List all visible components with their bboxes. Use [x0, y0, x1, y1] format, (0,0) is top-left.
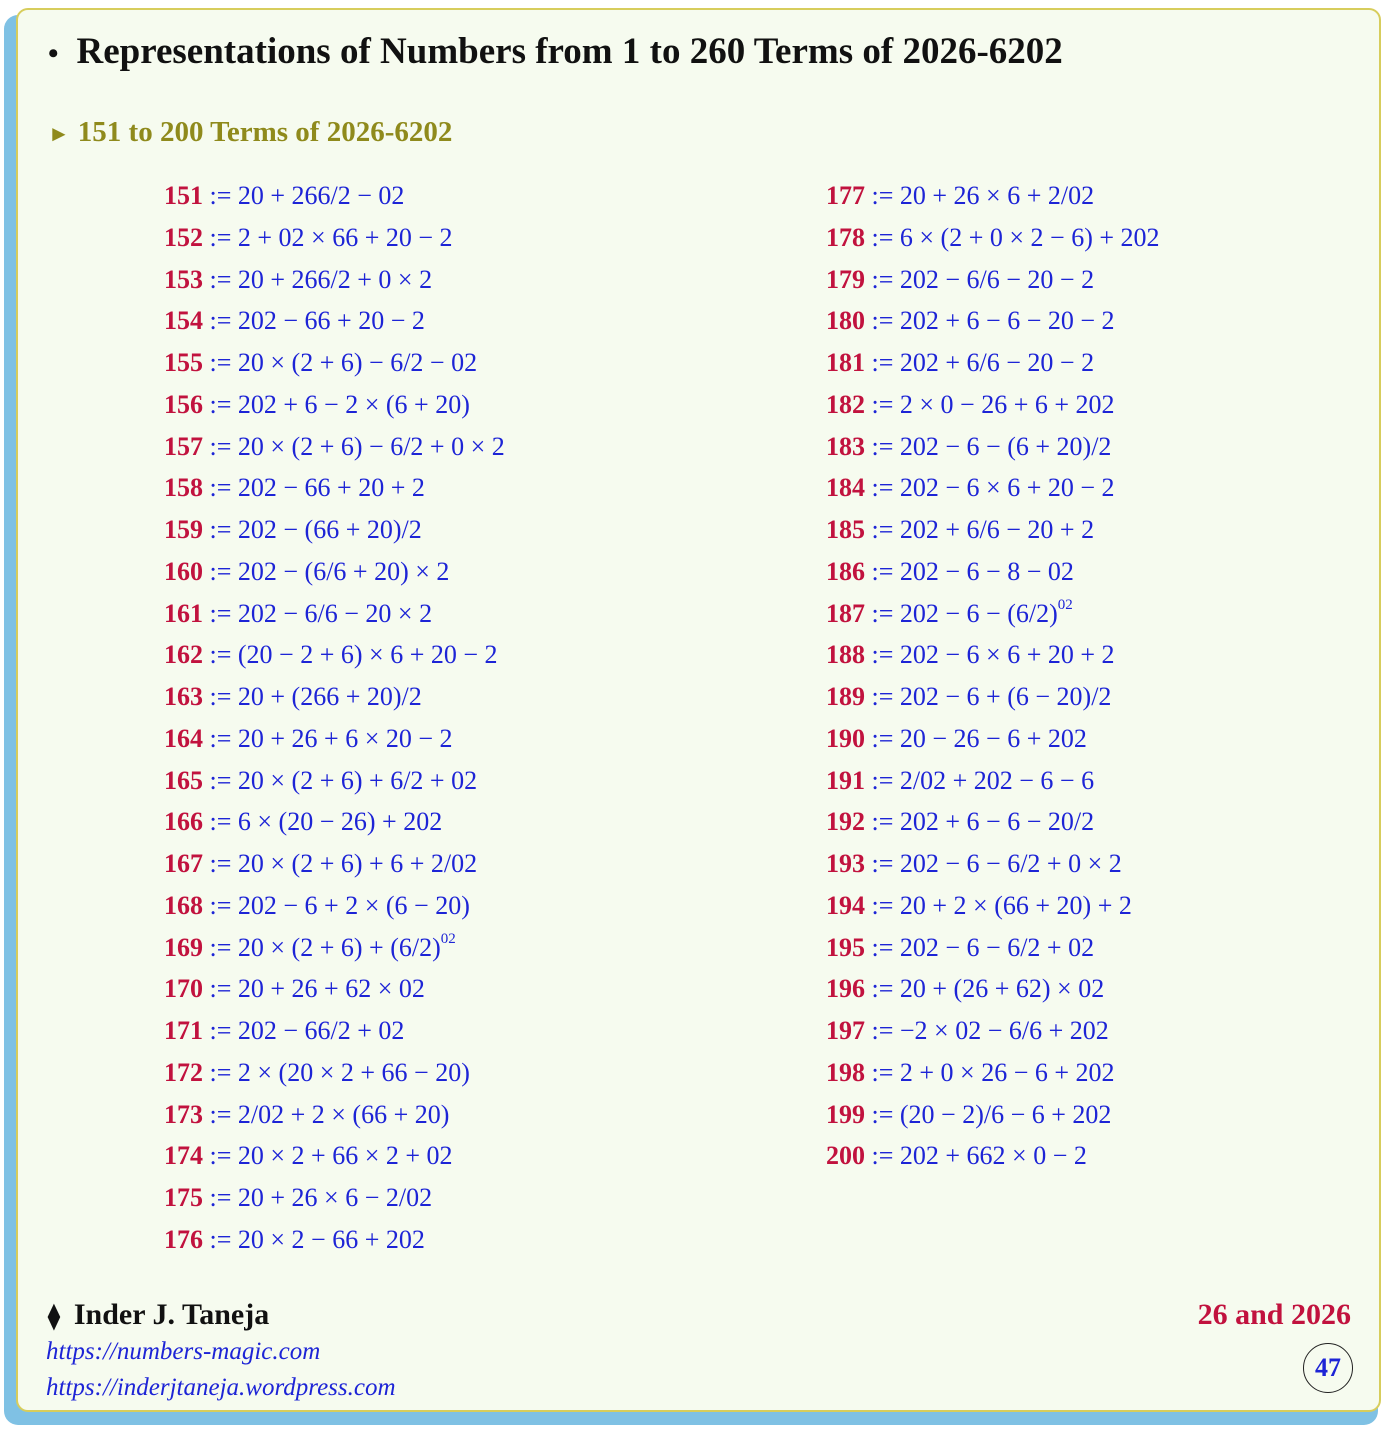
term-expression-text: := 20 + 26 + 62 × 02 [209, 974, 425, 1004]
term-number: 164 [164, 723, 203, 753]
term-expression [872, 974, 1105, 1003]
term-row [164, 927, 505, 969]
left-column [164, 175, 505, 1261]
triangle-marker-icon: ► [48, 121, 70, 146]
diamond-marker-icon: ⧫ [48, 1304, 60, 1330]
term-expression-text: := 20 × (2 + 6) + (6/2) [209, 932, 441, 962]
term-row [826, 634, 1160, 676]
term-number: 173 [164, 1099, 203, 1129]
term-expression [871, 596, 1073, 628]
term-expression-text: := −2 × 02 − 6/6 + 202 [871, 1016, 1109, 1045]
term-expression-text: := 202 − 6 − 8 − 02 [871, 556, 1074, 586]
term-row [826, 551, 1160, 593]
right-column [826, 175, 1160, 1177]
term-expression [210, 1141, 453, 1170]
term-expression-text: := 20 + 26 × 6 − 2/02 [209, 1183, 433, 1212]
term-number: 184 [826, 473, 865, 503]
term-row [826, 300, 1160, 342]
term-row [826, 1010, 1160, 1052]
term-expression-text: := 20 × 2 + 66 × 2 + 02 [209, 1141, 453, 1171]
term-expression-text: := 202 − 6 × 6 + 20 − 2 [871, 473, 1115, 503]
term-number: 182 [826, 389, 865, 419]
section-heading-text: 151 to 200 Terms of 2026-6202 [77, 116, 453, 148]
term-expression-text: := 202 + 6/6 − 20 − 2 [871, 348, 1095, 377]
term-expression-text: := 202 − 6 − (6 + 20)/2 [871, 431, 1112, 461]
term-expression [210, 557, 450, 586]
term-number: 191 [826, 765, 865, 795]
document-tagline: 26 and 2026 [1197, 1298, 1351, 1331]
term-number: 174 [164, 1141, 203, 1171]
term-expression [872, 473, 1115, 502]
term-expression [210, 223, 453, 252]
term-row [164, 1052, 505, 1094]
term-row [164, 885, 505, 927]
term-expression-text: := 202 − 6 × 6 + 20 + 2 [871, 640, 1115, 670]
term-expression-text: := 20 − 26 − 6 + 202 [871, 723, 1087, 753]
term-row [826, 1094, 1160, 1136]
content-panel [16, 8, 1381, 1412]
term-number: 171 [164, 1016, 203, 1045]
section-heading [48, 116, 452, 149]
term-expression-text: := 202 − (66 + 20)/2 [209, 515, 422, 544]
term-number: 188 [826, 640, 865, 670]
term-row [164, 634, 505, 676]
term-row [826, 968, 1160, 1010]
term-number: 178 [826, 222, 865, 252]
term-number: 196 [826, 974, 865, 1004]
term-expression [210, 265, 433, 294]
term-expression [872, 1016, 1109, 1045]
term-number: 187 [826, 598, 865, 628]
term-expression-text: := 20 × (2 + 6) − 6/2 − 02 [209, 348, 478, 377]
term-number: 199 [826, 1099, 865, 1129]
term-number: 176 [164, 1224, 203, 1254]
term-expression-text: := 20 + 2 × (66 + 20) + 2 [871, 890, 1132, 920]
term-row [826, 801, 1160, 843]
term-number: 175 [164, 1183, 203, 1212]
term-number: 200 [826, 1141, 865, 1171]
term-row [164, 1177, 505, 1219]
term-number: 161 [164, 598, 203, 628]
term-exponent: 02 [1057, 596, 1073, 613]
term-number: 189 [826, 682, 865, 711]
term-expression-text: := 202 − 6 + (6 − 20)/2 [871, 682, 1112, 711]
term-expression-text: := 202 + 6 − 6 − 20 − 2 [871, 306, 1115, 336]
term-expression-text: := 20 + 26 × 6 + 2/02 [871, 181, 1095, 210]
term-expression [872, 306, 1115, 335]
term-expression-text: := (20 − 2 + 6) × 6 + 20 − 2 [209, 640, 498, 670]
term-row [164, 1135, 505, 1177]
term-expression-text: := 202 − 6/6 − 20 × 2 [209, 598, 433, 628]
term-row [826, 217, 1160, 259]
term-number: 167 [164, 849, 203, 878]
term-row [164, 551, 505, 593]
term-row [164, 676, 505, 718]
term-expression-text: := 202 + 6 − 2 × (6 + 20) [209, 389, 470, 419]
term-expression-text: := 202 + 6/6 − 20 + 2 [871, 515, 1095, 544]
term-number: 186 [826, 556, 865, 586]
term-expression [872, 891, 1132, 920]
term-row [164, 384, 505, 426]
term-expression [872, 724, 1087, 753]
term-number: 151 [164, 181, 203, 210]
term-number: 198 [826, 1057, 865, 1087]
term-expression [872, 223, 1160, 252]
term-row [164, 593, 505, 635]
term-number: 158 [164, 473, 203, 503]
term-expression [210, 849, 478, 878]
term-expression-text: := 202 − 6 + 2 × (6 − 20) [209, 890, 470, 920]
term-number: 152 [164, 222, 203, 252]
term-row [164, 1010, 505, 1052]
term-expression [872, 807, 1095, 836]
term-expression-text: := 202 − 6 − (6/2) [871, 598, 1058, 628]
term-number: 194 [826, 890, 865, 920]
term-expression [872, 181, 1095, 210]
term-row [164, 843, 505, 885]
term-expression [872, 265, 1095, 294]
term-row [826, 384, 1160, 426]
term-row [164, 217, 505, 259]
term-expression [872, 933, 1095, 962]
term-expression-text: := 20 + 266/2 + 0 × 2 [209, 264, 433, 294]
website-link[interactable]: https://numbers-magic.com [46, 1338, 321, 1365]
term-row [164, 1219, 505, 1261]
page-title [48, 30, 1063, 73]
term-expression [872, 1058, 1115, 1087]
term-expression-text: := 202 + 6 − 6 − 20/2 [871, 807, 1095, 837]
term-expression [872, 390, 1115, 419]
term-number: 153 [164, 264, 203, 294]
term-number: 185 [826, 515, 865, 544]
term-number: 172 [164, 1057, 203, 1087]
term-expression-text: := 202 − 6/6 − 20 − 2 [871, 264, 1095, 294]
term-number: 155 [164, 348, 203, 377]
term-expression [872, 348, 1095, 377]
term-expression-text: := 202 − 6 − 6/2 + 0 × 2 [871, 849, 1122, 878]
term-expression-text: := 20 × 2 − 66 + 202 [209, 1224, 425, 1254]
term-row [164, 259, 505, 301]
term-number: 157 [164, 431, 203, 461]
term-expression-text: := (20 − 2)/6 − 6 + 202 [871, 1099, 1112, 1129]
term-row [826, 1135, 1160, 1177]
term-number: 181 [826, 348, 865, 377]
term-expression [210, 1016, 405, 1045]
term-expression [872, 1141, 1087, 1170]
term-expression [872, 640, 1115, 669]
term-expression [210, 807, 443, 836]
term-row [826, 843, 1160, 885]
term-row [164, 801, 505, 843]
term-number: 165 [164, 765, 203, 795]
page-title-text: Representations of Numbers from 1 to 260 Terms of 2026-6202 [76, 31, 1063, 72]
title-bullet: • [48, 37, 59, 70]
term-expression [210, 473, 425, 502]
term-expression [210, 515, 422, 544]
term-expression-text: := 202 + 662 × 0 − 2 [871, 1141, 1087, 1171]
term-expression-text: := 20 + 26 + 6 × 20 − 2 [209, 723, 453, 753]
term-row [826, 885, 1160, 927]
term-expression [210, 724, 453, 753]
term-row [826, 593, 1160, 635]
term-number: 177 [826, 181, 865, 210]
term-number: 154 [164, 306, 203, 336]
term-expression-text: := 2 × 0 − 26 + 6 + 202 [871, 389, 1115, 419]
term-expression [210, 390, 470, 419]
term-expression-text: := 2 + 02 × 66 + 20 − 2 [209, 222, 453, 252]
term-expression [210, 1100, 450, 1129]
page-number-badge: 47 [1303, 1343, 1353, 1393]
term-number: 156 [164, 389, 203, 419]
term-row [164, 760, 505, 802]
author-line [48, 1298, 269, 1332]
term-expression [210, 181, 405, 210]
term-row [826, 175, 1160, 217]
term-expression-text: := 202 − 66/2 + 02 [209, 1016, 405, 1045]
term-expression [209, 930, 456, 962]
term-expression-text: := 20 + (26 + 62) × 02 [871, 974, 1105, 1004]
term-expression-text: := 20 × (2 + 6) + 6 + 2/02 [209, 849, 478, 878]
term-number: 195 [826, 932, 865, 962]
term-row [826, 760, 1160, 802]
term-expression [210, 1183, 433, 1212]
term-expression-text: := 202 − (6/6 + 20) × 2 [209, 556, 450, 586]
term-expression-text: := 202 − 6 − 6/2 + 02 [871, 932, 1095, 962]
term-row [826, 1052, 1160, 1094]
term-expression [872, 432, 1112, 461]
term-expression [210, 766, 478, 795]
term-expression [872, 766, 1095, 795]
term-number: 162 [164, 640, 203, 670]
term-row [826, 927, 1160, 969]
term-expression-text: := 20 × (2 + 6) + 6/2 + 02 [209, 765, 478, 795]
term-expression-text: := 2/02 + 2 × (66 + 20) [209, 1099, 450, 1129]
term-expression [210, 1225, 425, 1254]
term-expression [210, 891, 470, 920]
term-number: 193 [826, 849, 865, 878]
term-number: 170 [164, 974, 203, 1004]
term-row [826, 426, 1160, 468]
term-number: 180 [826, 306, 865, 336]
term-expression-text: := 202 − 66 + 20 + 2 [209, 473, 425, 503]
term-row [164, 718, 505, 760]
term-number: 192 [826, 807, 865, 837]
term-expression-text: := 20 × (2 + 6) − 6/2 + 0 × 2 [209, 431, 505, 461]
term-expression [872, 515, 1095, 544]
author-name: Inder J. Taneja [73, 1298, 270, 1331]
term-row [826, 718, 1160, 760]
term-expression-text: := 2/02 + 202 − 6 − 6 [871, 765, 1095, 795]
term-expression [210, 306, 425, 335]
term-expression-text: := 2 × (20 × 2 + 66 − 20) [209, 1057, 470, 1087]
term-expression [210, 1058, 470, 1087]
term-expression-text: := 20 + 266/2 − 02 [209, 181, 405, 210]
term-row [164, 300, 505, 342]
term-expression [872, 557, 1074, 586]
term-row [164, 467, 505, 509]
term-number: 197 [826, 1016, 865, 1045]
term-row [164, 1094, 505, 1136]
term-row [826, 509, 1160, 551]
term-number: 183 [826, 431, 865, 461]
term-number: 190 [826, 723, 865, 753]
term-row [164, 175, 505, 217]
term-expression [210, 640, 498, 669]
term-row [164, 342, 505, 384]
term-expression [872, 1100, 1112, 1129]
term-expression [872, 849, 1122, 878]
term-row [164, 968, 505, 1010]
term-expression-text: := 202 − 66 + 20 − 2 [209, 306, 425, 336]
term-expression [872, 682, 1112, 711]
blog-link[interactable]: https://inderjtaneja.wordpress.com [46, 1374, 396, 1401]
term-expression [210, 432, 505, 461]
term-number: 160 [164, 556, 203, 586]
term-number: 169 [164, 932, 203, 962]
term-number: 168 [164, 890, 203, 920]
term-row [164, 426, 505, 468]
term-expression-text: := 6 × (20 − 26) + 202 [209, 807, 443, 837]
term-exponent: 02 [440, 930, 456, 947]
term-expression-text: := 20 + (266 + 20)/2 [209, 682, 422, 711]
term-row [826, 676, 1160, 718]
term-row [826, 259, 1160, 301]
term-expression [210, 599, 433, 628]
term-number: 179 [826, 264, 865, 294]
term-expression [210, 974, 425, 1003]
term-expression-text: := 6 × (2 + 0 × 2 − 6) + 202 [871, 222, 1160, 252]
term-expression-text: := 2 + 0 × 26 − 6 + 202 [871, 1057, 1115, 1087]
term-number: 163 [164, 682, 203, 711]
term-row [826, 467, 1160, 509]
term-expression [210, 348, 478, 377]
term-number: 166 [164, 807, 203, 837]
term-row [164, 509, 505, 551]
term-expression [210, 682, 422, 711]
term-number: 159 [164, 515, 203, 544]
term-row [826, 342, 1160, 384]
